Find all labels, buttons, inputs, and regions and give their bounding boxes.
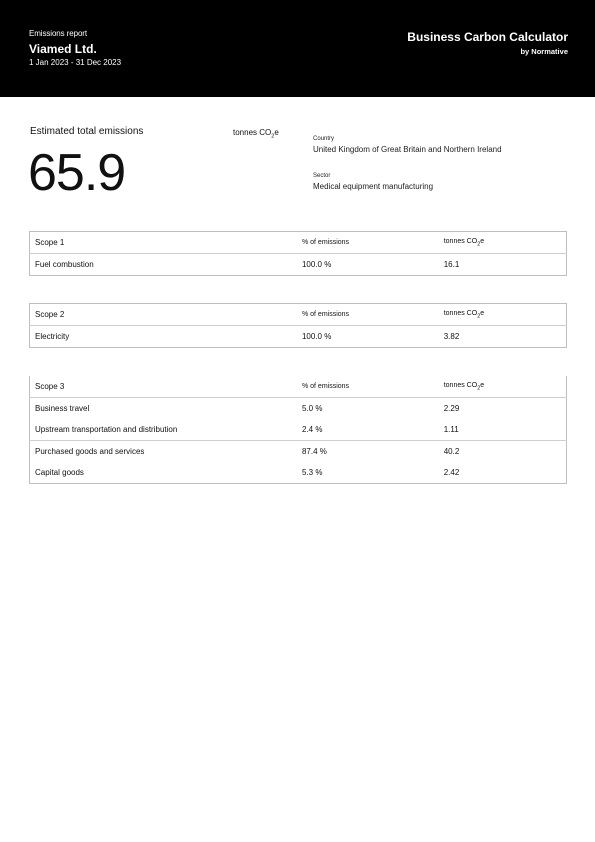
tonnes-column-header: tonnes $CO_2e$ — [439, 304, 567, 326]
category-name: Upstream transportation and distribution — [35, 425, 178, 434]
category-percent: 5.0 % — [301, 404, 323, 413]
category-tonnes: 2.29 — [443, 404, 460, 413]
table-row — [30, 398, 567, 420]
scope2-header-row — [30, 304, 567, 326]
scope1-title: Scope 1 — [30, 232, 297, 254]
category-tonnes: 2.42 — [443, 468, 460, 477]
table-row — [30, 441, 567, 463]
scope3-title: Scope 3 — [30, 376, 297, 398]
table-row — [30, 462, 567, 484]
total-emissions-label: Estimated total emissions — [30, 126, 144, 137]
total-emissions-unit: tonnes $CO_2e$ — [233, 128, 279, 140]
country-label: Country — [313, 136, 335, 142]
report-header — [0, 0, 595, 97]
brand-byline: by Normative — [520, 47, 568, 56]
category-tonnes: 16.1 — [443, 260, 460, 269]
report-period: 1 Jan 2023 - 31 Dec 2023 — [29, 58, 122, 67]
category-percent: 5.3 % — [301, 468, 323, 477]
category-percent: 100.0 % — [301, 332, 332, 341]
category-name: Business travel — [35, 404, 90, 413]
scope2-table — [29, 303, 567, 348]
table-row — [30, 326, 567, 348]
scope1-header-row — [30, 232, 567, 254]
category-name: Fuel combustion — [35, 260, 94, 269]
category-tonnes: 40.2 — [439, 441, 567, 463]
category-name: Purchased goods and services — [30, 441, 297, 463]
category-percent: 100.0 % — [301, 260, 332, 269]
brand-title: Business Carbon Calculator — [407, 30, 568, 44]
sector-label: Sector — [313, 173, 331, 179]
category-name: Capital goods — [35, 468, 84, 477]
total-emissions-value: 65.9 — [28, 144, 126, 202]
report-type-label: Emissions report — [29, 29, 87, 38]
category-tonnes: 3.82 — [443, 332, 460, 341]
category-percent: 2.4 % — [301, 425, 323, 434]
scope3-header-row — [30, 376, 567, 398]
category-tonnes: 1.11 — [443, 425, 459, 434]
percent-column-header: % of emissions — [297, 304, 439, 326]
tonnes-column-header: tonnes $CO_2e$ — [439, 376, 567, 398]
category-percent: 87.4 % — [297, 441, 439, 463]
table-row — [30, 254, 567, 276]
company-name: Viamed Ltd. — [29, 42, 97, 56]
table-row — [30, 419, 567, 441]
country-value: United Kingdom of Great Britain and Northern Ireland — [313, 145, 502, 154]
scope1-table — [29, 231, 567, 276]
scope3-table — [29, 376, 567, 484]
percent-column-header: % of emissions — [297, 232, 439, 254]
category-name: Electricity — [35, 332, 70, 341]
percent-column-header: % of emissions — [297, 376, 439, 398]
tonnes-column-header: tonnes $CO_2e$ — [439, 232, 567, 254]
sector-value: Medical equipment manufacturing — [313, 182, 434, 191]
scope2-title: Scope 2 — [30, 304, 297, 326]
